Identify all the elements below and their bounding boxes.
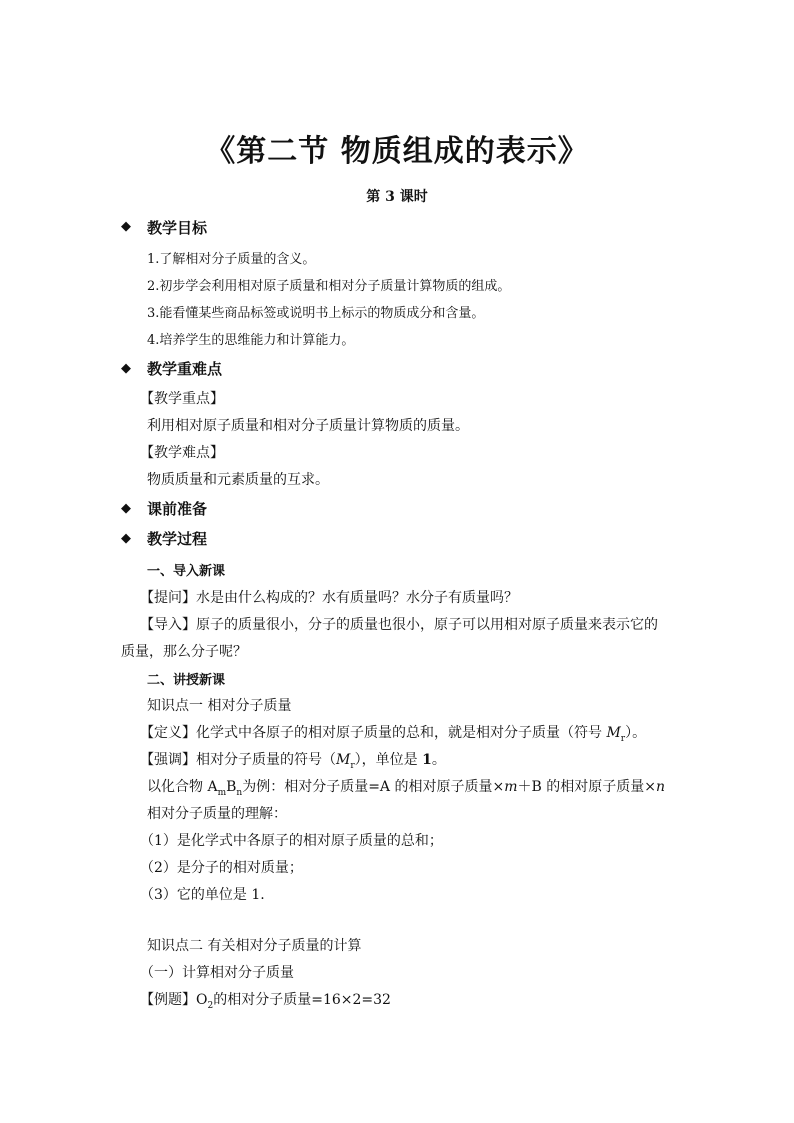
symbol-m: M (336, 752, 351, 768)
part-title: 二、讲授新课 (147, 673, 226, 688)
section-bullet-icon: ◆ (121, 531, 131, 546)
question-text: 【提问】水是由什么构成的？水有质量吗？水分子有质量吗？ (140, 590, 518, 606)
difficult-point-label: 【教学难点】 (140, 445, 224, 461)
lesson-period: 第 3 课时 (366, 189, 428, 205)
emphasis-end: 。 (431, 752, 446, 768)
definition-text (140, 722, 646, 744)
knowledge-point-title: 知识点二 有关相对分子质量的计算 (147, 938, 362, 954)
understanding-item: （1）是化学式中各原子的相对原子质量的总和； (140, 833, 443, 849)
example-suffix: 的相对分子质量=16×2=32 (213, 992, 391, 1008)
section-bullet-icon: ◆ (121, 219, 131, 234)
subsection-title: （一）计算相对分子质量 (140, 965, 294, 981)
emphasis-unit: 1 (422, 752, 432, 768)
section-heading-preparation: 课前准备 (147, 500, 208, 518)
compound-suffix: 为例：相对分子质量=A 的相对原子质量× (242, 779, 505, 795)
subscript-m: m (217, 787, 227, 798)
definition-suffix: ）。 (625, 725, 647, 741)
section-heading-process: 教学过程 (147, 530, 208, 548)
difficult-point-text: 物质质量和元素质量的互求。 (147, 472, 329, 488)
emphasis-text (140, 749, 446, 771)
goal-item: 4.培养学生的思维能力和计算能力。 (147, 333, 355, 348)
understanding-title: 相对分子质量的理解： (147, 806, 287, 822)
section-bullet-icon: ◆ (121, 361, 131, 376)
example-subscript: 2 (207, 1000, 214, 1011)
intro-text-line1: 【导入】原子的质量很小，分子的质量也很小，原子可以用相对原子质量来表示它的 (140, 617, 658, 633)
symbol-m: M (606, 725, 621, 741)
formula-mid: ＋B 的相对原子质量× (517, 779, 656, 795)
part-title: 一、导入新课 (147, 564, 226, 579)
example-prefix: 【例题】O (140, 992, 208, 1008)
goal-item: 2.初步学会利用相对原子质量和相对分子质量计算物质的组成。 (147, 279, 511, 294)
symbol-r: r (350, 760, 355, 771)
key-point-text: 利用相对原子质量和相对分子质量计算物质的质量。 (147, 418, 469, 434)
formula-m: m (504, 779, 518, 795)
page-title: 《第二节 物质组成的表示》 (205, 134, 589, 169)
compound-prefix: 以化合物 A (147, 779, 218, 795)
knowledge-point-title: 知识点一 相对分子质量 (147, 698, 292, 714)
compound-formula-text (147, 776, 665, 798)
compound-b: B (226, 779, 237, 795)
example-text (140, 989, 391, 1011)
understanding-item: （2）是分子的相对质量； (140, 860, 303, 876)
goal-item: 3.能看懂某些商品标签或说明书上标示的物质成分和含量。 (147, 306, 485, 321)
emphasis-prefix: 【强调】相对分子质量的符号（ (140, 752, 336, 768)
subscript-n: n (236, 787, 243, 798)
intro-text-line2: 质量，那么分子呢？ (121, 644, 247, 660)
symbol-r: r (620, 733, 626, 744)
goal-item: 1.了解相对分子质量的含义。 (147, 252, 316, 267)
section-heading-key-points: 教学重难点 (147, 360, 223, 378)
emphasis-suffix: ），单位是 (354, 752, 423, 768)
understanding-item: （3）它的单位是 1. (140, 887, 265, 903)
key-point-label: 【教学重点】 (140, 391, 224, 407)
definition-prefix: 【定义】化学式中各原子的相对原子质量的总和，就是相对分子质量（符号 (140, 725, 607, 741)
section-heading-goals: 教学目标 (147, 219, 208, 237)
section-bullet-icon: ◆ (121, 501, 131, 516)
formula-n: n (655, 779, 666, 795)
